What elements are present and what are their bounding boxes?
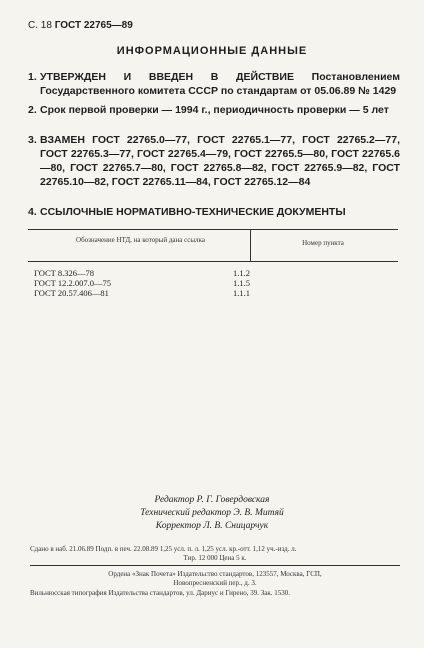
printing-house-line: Вильнюсская типография Издательства стандартов, ул. Дариус и Гирено, 39. Зак. 1530. [30, 589, 290, 597]
info-item-4 [28, 205, 400, 219]
item-text: Срок первой проверки — 1994 г., периодичность проверки — 5 лет [40, 104, 389, 116]
editor-line [0, 494, 424, 507]
table-header-rule [28, 261, 398, 262]
corrector-label: Корректор [155, 521, 201, 531]
table-row-doc: ГОСТ 8.326—78 [34, 268, 95, 278]
tech-editor-label: Технический редактор [140, 508, 232, 518]
editor-label: Редактор [154, 495, 195, 505]
table-row-clause: 1.1.2 [233, 268, 250, 278]
circulation-line: Тир. 12 000 Цена 5 к. [183, 554, 247, 562]
col-header-document: Обозначение НТД, на который дана ссылка [76, 236, 205, 244]
item-number: 3. [28, 134, 37, 146]
print-data-line: Сдано в наб. 21.06.89 Подп. в печ. 22.08.89 1,25 усл. п. л. 1,25 усл. кр.-отт. 1,12 уч.-изд. л. [30, 545, 297, 553]
table-row-doc: ГОСТ 12.2.007.0—75 [34, 278, 112, 288]
publisher-address: Новопресненский пер., д. 3. [173, 579, 257, 587]
info-item-3 [28, 133, 400, 189]
imprint-divider [30, 565, 400, 566]
table-column-divider [250, 229, 251, 261]
page-number: С. 18 [28, 20, 52, 31]
corrector-line [0, 520, 424, 533]
editor-name: Р. Г. Говердовская [196, 495, 270, 505]
info-item-2 [28, 103, 400, 117]
page-title: ИНФОРМАЦИОННЫЕ ДАННЫЕ [116, 45, 308, 57]
item-number: 4. [28, 206, 37, 218]
info-item-1 [28, 70, 400, 98]
item-text: Постановлением Государственного комитета СССР по стандартам от 05.06.89 № 1429 [40, 71, 400, 97]
item-number: 2. [28, 104, 37, 116]
col-header-clause: Номер пункта [302, 239, 344, 247]
tech-editor-name: Э. В. Митяй [233, 508, 284, 518]
publisher-line: Ордена «Знак Почета» Издательство стандартов, 123557, Москва, ГСП, [108, 570, 322, 578]
table-row-clause: 1.1.1 [233, 288, 250, 298]
tech-editor-line [0, 507, 424, 520]
item-lead: ВЗАМЕН [40, 134, 85, 146]
item-lead: УТВЕРЖДЕН И ВВЕДЕН В ДЕЙСТВИЕ [40, 71, 294, 83]
table-row-doc: ГОСТ 20.57.406—81 [34, 288, 109, 298]
references-table [28, 229, 398, 339]
standard-number: ГОСТ 22765—89 [54, 20, 133, 31]
table-row-clause: 1.1.5 [233, 278, 250, 288]
page-header [28, 20, 133, 31]
table-top-rule [28, 229, 398, 230]
corrector-name: Л. В. Сницарчук [203, 521, 269, 531]
item-text: ГОСТ 22765.0—77, ГОСТ 22765.1—77, ГОСТ 22765.2—77, ГОСТ 22765.3—77, ГОСТ 22765.4—79, ГОСТ 22765.5—80, ГОСТ 22765.6—80, ГОСТ 22765.7—80, ГОСТ 22765.8—82, ГОСТ 22765.9—82, ГОСТ 22765.10—82, ГОСТ 22765.11—84, ГОСТ 22765.12—84 [40, 134, 400, 188]
item-text: ССЫЛОЧНЫЕ НОРМАТИВНО-ТЕХНИЧЕСКИЕ ДОКУМЕНТЫ [40, 206, 346, 218]
item-number: 1. [28, 71, 37, 83]
